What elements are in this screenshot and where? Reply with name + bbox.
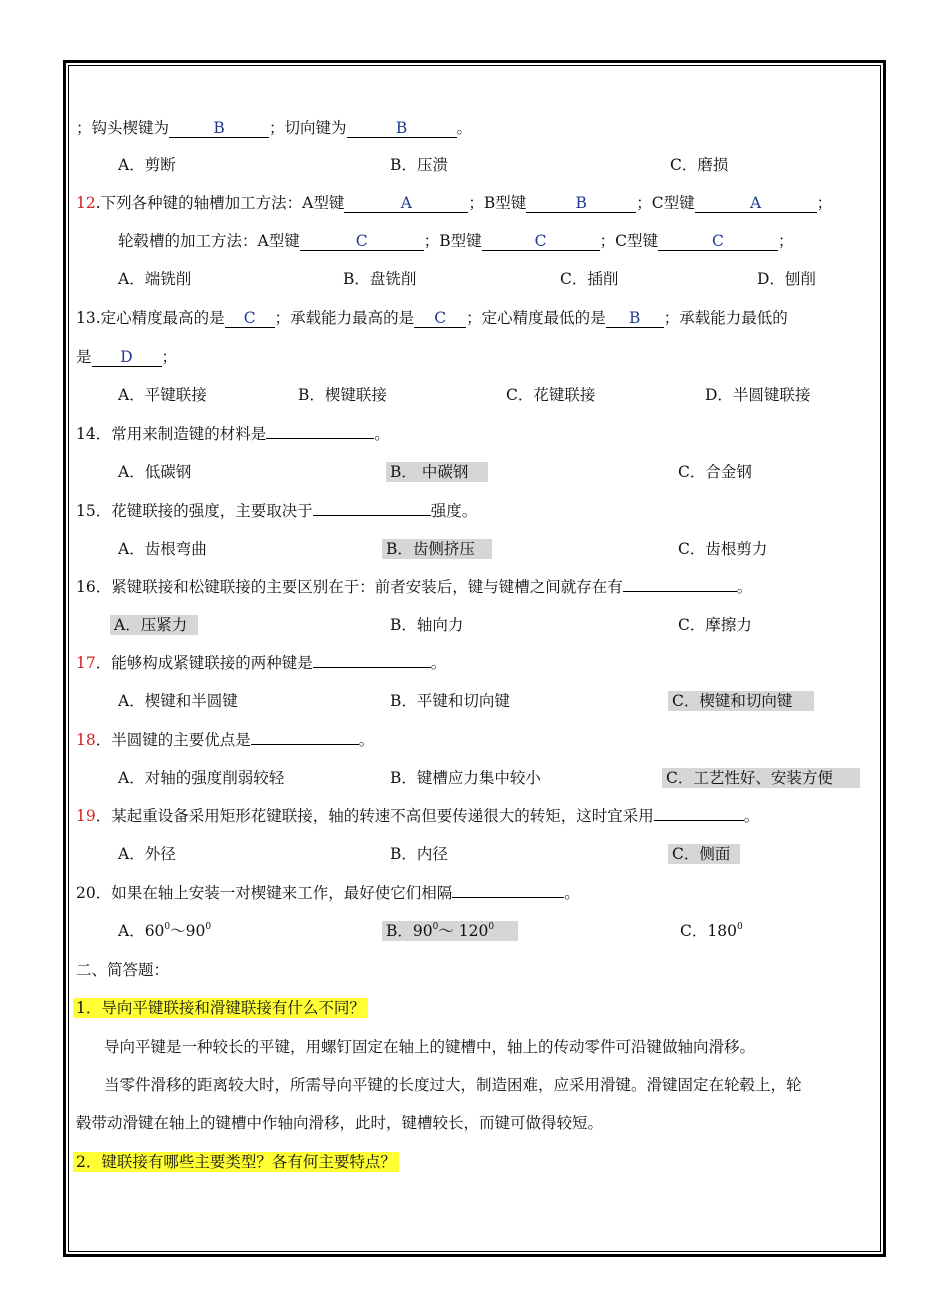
q20-blank [452, 897, 564, 898]
q11-option-a: A．剪断 [118, 156, 176, 174]
q16-blank [623, 591, 737, 592]
q17-option-c-highlighted: C．楔键和切向键 [668, 691, 814, 711]
short-answer-q2: 2．键联接有哪些主要类型？各有何主要特点？ [73, 1152, 399, 1172]
q16-option-c: C．摩擦力 [678, 616, 752, 634]
answer-1-paragraph-2-line-1: 当零件滑移的距离较大时，所需导向平键的长度过大，制造困难，应采用滑键。滑键固定在轮毂上，轮 [104, 1076, 802, 1094]
q16-option-b: B．轴向力 [390, 616, 464, 634]
section-2-title: 二、简答题： [76, 961, 170, 979]
q19-question: 19．某起重设备采用矩形花键联接，轴的转速不高但要传递很大的转矩，这时宜采用 。 [76, 807, 760, 825]
q13-blank-1: C [225, 310, 275, 328]
q13-option-b: B．楔键联接 [298, 386, 387, 404]
q12-blank-b: B [526, 195, 636, 213]
q13-option-a: A．平键联接 [118, 386, 207, 404]
q11-continuation: ；钩头楔键为 B ；切向键为 B 。 [76, 119, 473, 137]
q11-blank-2: B [347, 120, 457, 138]
q14-option-b-highlighted: B． 中碳钢 [386, 462, 488, 482]
q12-option-c: C．插削 [560, 270, 619, 288]
q14-question: 14．常用来制造键的材料是 。 [76, 425, 390, 443]
q14-option-a: A．低碳钢 [118, 463, 192, 481]
q12-blank-f: C [658, 233, 778, 251]
q19-blank [654, 820, 744, 821]
q15-blank [313, 515, 431, 516]
q19-option-a: A．外径 [118, 845, 176, 863]
q15-option-c: C．齿根剪力 [678, 540, 768, 558]
q17-option-b: B．平键和切向键 [390, 692, 510, 710]
q12-line-1: 12.下列各种键的轴槽加工方法：A型键 A ；B型键 B ；C型键 A ； [76, 194, 833, 212]
q12-blank-e: C [482, 233, 600, 251]
q17-option-a: A．楔键和半圆键 [118, 692, 238, 710]
q13-blank-3: B [606, 310, 664, 328]
q11-option-c: C．磨损 [670, 156, 729, 174]
q18-option-c-highlighted: C．工艺性好、安装方便 [662, 768, 860, 788]
q13-line-2: 是 D ； [76, 348, 178, 366]
answer-1-paragraph-1: 导向平键是一种较长的平键，用螺钉固定在轴上的键槽中，轴上的传动零件可沿键做轴向滑移。 [104, 1038, 756, 1056]
q14-option-c: C．合金钢 [678, 463, 752, 481]
q13-option-d: D．半圆键联接 [705, 386, 811, 404]
short-answer-q1: 1．导向平键联接和滑键联接有什么不同？ [73, 998, 368, 1018]
q15-option-a: A．齿根弯曲 [118, 540, 207, 558]
q20-question: 20．如果在轴上安装一对楔键来工作，最好使它们相隔 。 [76, 884, 580, 902]
q12-option-b: B．盘铣削 [343, 270, 417, 288]
q17-question: 17．能够构成紧键联接的两种键是 。 [76, 654, 447, 672]
q20-option-c: C．$180^0$ [680, 922, 743, 940]
q11-option-b: B．压溃 [390, 156, 448, 174]
q17-blank [313, 667, 431, 668]
q12-blank-c: A [695, 195, 817, 213]
q12-option-a: A．端铣削 [118, 270, 192, 288]
q18-option-b: B．键槽应力集中较小 [390, 769, 541, 787]
q13-blank-4: D [92, 349, 162, 367]
q12-blank-a: A [344, 195, 468, 213]
q18-question: 18．半圆键的主要优点是 。 [76, 731, 375, 749]
q20-option-b-highlighted: B．$90^0\sim$ $120^0$ [382, 921, 518, 941]
q18-option-a: A．对轴的强度削弱较轻 [118, 769, 285, 787]
q16-option-a-highlighted: A．压紧力 [110, 615, 198, 635]
q20-option-a: A．$60^0\sim 90^0$ [118, 922, 212, 940]
answer-1-paragraph-2-line-2: 毂带动滑键在轴上的键槽中作轴向滑移，此时，键槽较长，而键可做得较短。 [76, 1114, 604, 1132]
q12-line-2: 轮毂槽的加工方法：A型键 C ；B型键 C ；C型键 C ； [118, 232, 794, 250]
q13-blank-2: C [414, 310, 466, 328]
q11-blank-1: B [169, 120, 269, 138]
q13-option-c: C．花键联接 [506, 386, 596, 404]
q15-question: 15．花键联接的强度，主要取决于 强度。 [76, 502, 478, 520]
q19-option-c-highlighted: C．侧面 [668, 844, 740, 864]
q16-question: 16．紧键联接和松键联接的主要区别在于：前者安装后，键与键槽之间就存在有 。 [76, 578, 753, 596]
q19-option-b: B．内径 [390, 845, 448, 863]
q13-line-1: 13.定心精度最高的是 C ；承载能力最高的是 C ；定心精度最低的是 B ；承载能力最低的 [76, 309, 788, 327]
q14-blank [266, 438, 374, 439]
q12-blank-d: C [300, 233, 424, 251]
q12-option-d: D．刨削 [757, 270, 816, 288]
q18-blank [251, 744, 359, 745]
q15-option-b-highlighted: B．齿侧挤压 [382, 539, 492, 559]
